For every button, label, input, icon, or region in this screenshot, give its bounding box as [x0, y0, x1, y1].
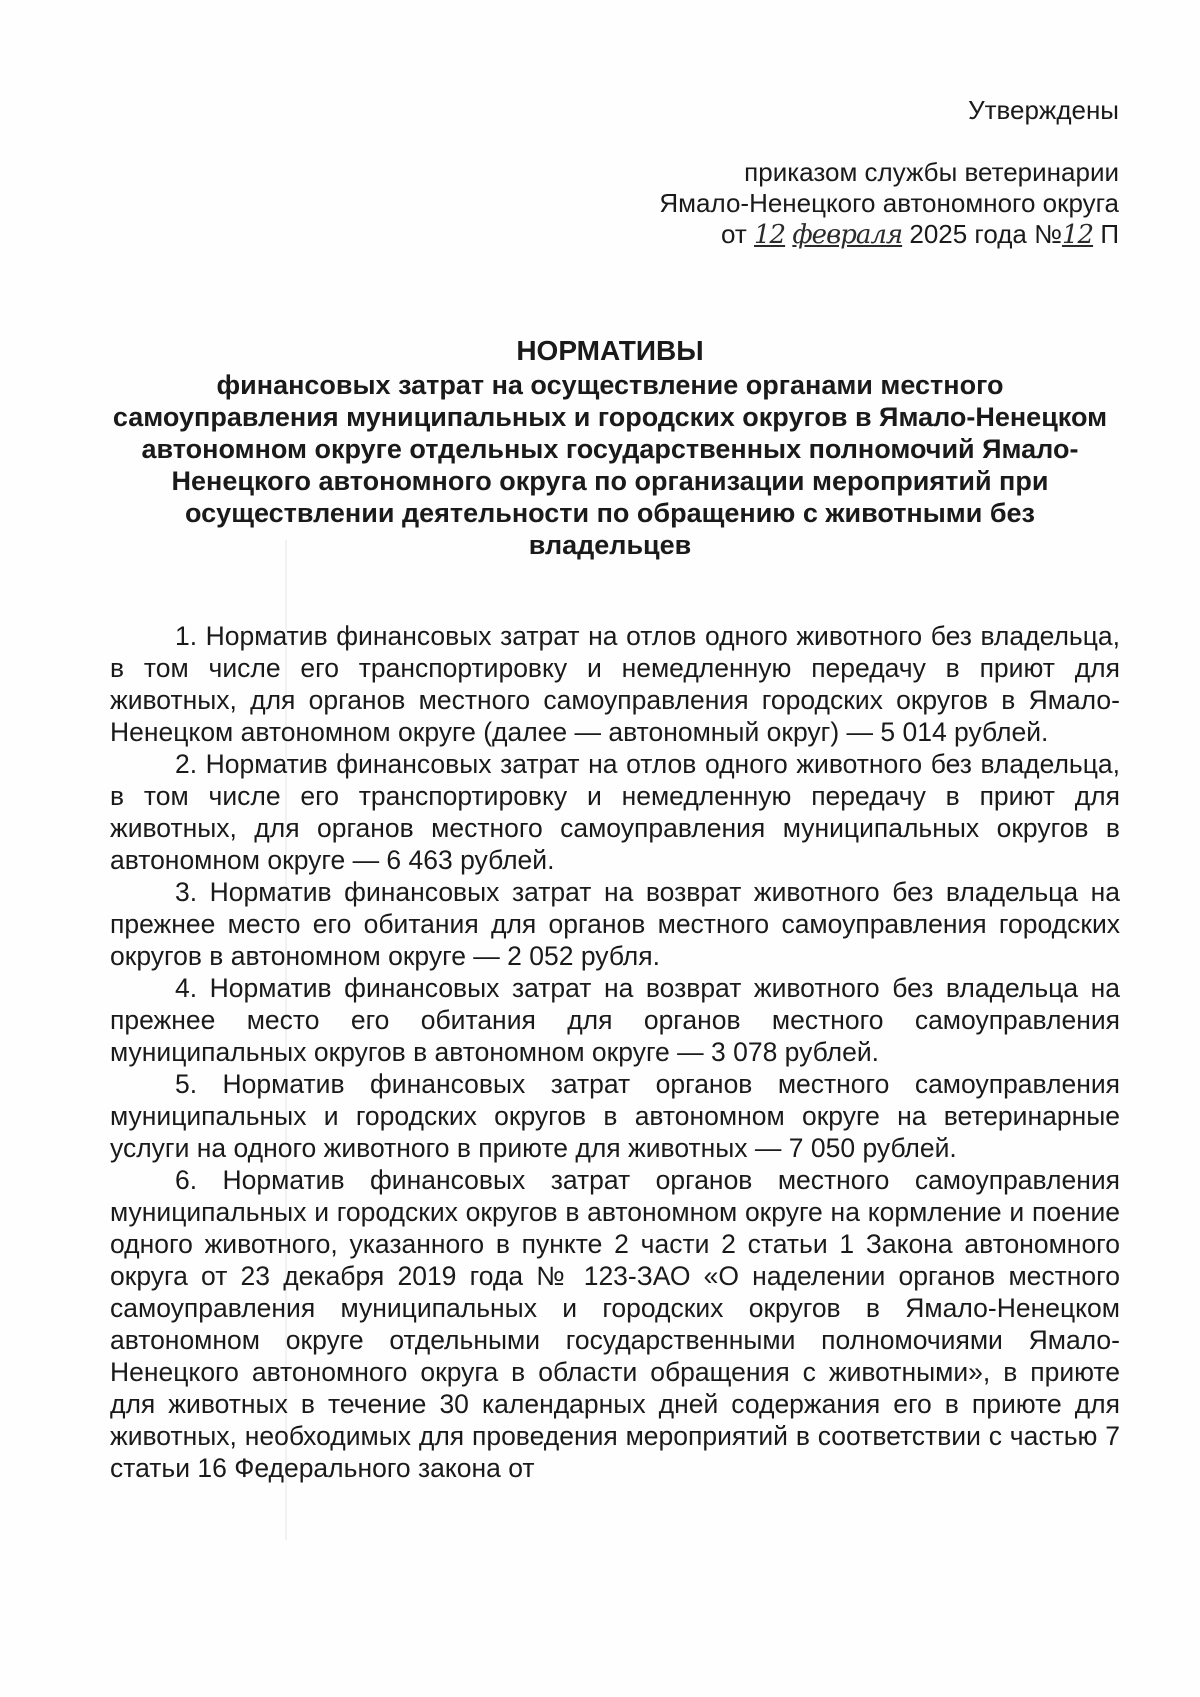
- approval-line-order: приказом службы ветеринарии: [744, 157, 1119, 187]
- approval-line-district: Ямало-Ненецкого автономного округа: [659, 188, 1119, 218]
- approval-heading: Утверждены: [968, 95, 1119, 125]
- paragraph-item-6: 6. Норматив финансовых затрат органов местного самоуправления муниципальных и городских округов в автономном округе на кормление и поение одного животного, указанного в пункте 2 части 2 статьи 1 Закона автономного округа от 23 декабря 2019 года № 123-ЗАО «О наделении органов местного самоуправления муниципальных и городских округов в Ямало-Ненецком автономном округе отдельными государственными полномочиями Ямало-Ненецкого автономного округа в области обращения с животными», в приюте для животных в течение 30 календарных дней содержания его в приюте для животных, необходимых для проведения мероприятий в соответствии с частью 7 статьи 16 Федерального закона от: [110, 1165, 1120, 1483]
- document-body: [110, 620, 1120, 1484]
- handwritten-month: февраля: [792, 220, 903, 250]
- title-heading: НОРМАТИВЫ: [516, 335, 704, 366]
- date-year: 2025 года №: [909, 219, 1062, 249]
- approval-block: [559, 95, 1119, 251]
- order-suffix: П: [1100, 219, 1119, 249]
- date-prefix: от: [720, 219, 747, 249]
- paragraph-item-5: 5. Норматив финансовых затрат органов местного самоуправления муниципальных и городских округов в автономном округе на ветеринарные услуги на одного животного в приюте для животных — 7 050 рублей.: [110, 1069, 1120, 1163]
- approval-date-line: [559, 219, 1119, 251]
- paragraph-item-3: 3. Норматив финансовых затрат на возврат животного без владельца на прежнее место его обитания для органов местного самоуправления городских округов в автономном округе — 2 052 рубля.: [110, 877, 1120, 971]
- paragraph-item-4: 4. Норматив финансовых затрат на возврат животного без владельца на прежнее место его обитания для органов местного самоуправления муниципальных округов в автономном округе — 3 078 рублей.: [110, 973, 1120, 1067]
- title-subtitle: финансовых затрат на осуществление органами местного самоуправления муниципальных и городских округов в Ямало-Ненецком автономном округе отдельных государственных полномочий Ямало-Ненецкого автономного округа по организации мероприятий при осуществлении деятельности по обращению с животными без владельцев: [112, 370, 1108, 560]
- paragraph-item-2: 2. Норматив финансовых затрат на отлов одного животного без владельца, в том числе его транспортировку и немедленную передачу в приют для животных, для органов местного самоуправления муниципальных округов в автономном округе — 6 463 рублей.: [110, 749, 1120, 875]
- paragraph-item-1: 1. Норматив финансовых затрат на отлов одного животного без владельца, в том числе его транспортировку и немедленную передачу в приют для животных, для органов местного самоуправления городских округов в Ямало-Ненецком автономном округе (далее — автономный округ) — 5 014 рублей.: [110, 621, 1120, 747]
- handwritten-day: 12: [754, 220, 786, 250]
- document-title: [110, 335, 1110, 561]
- handwritten-order-number: 12: [1061, 220, 1094, 250]
